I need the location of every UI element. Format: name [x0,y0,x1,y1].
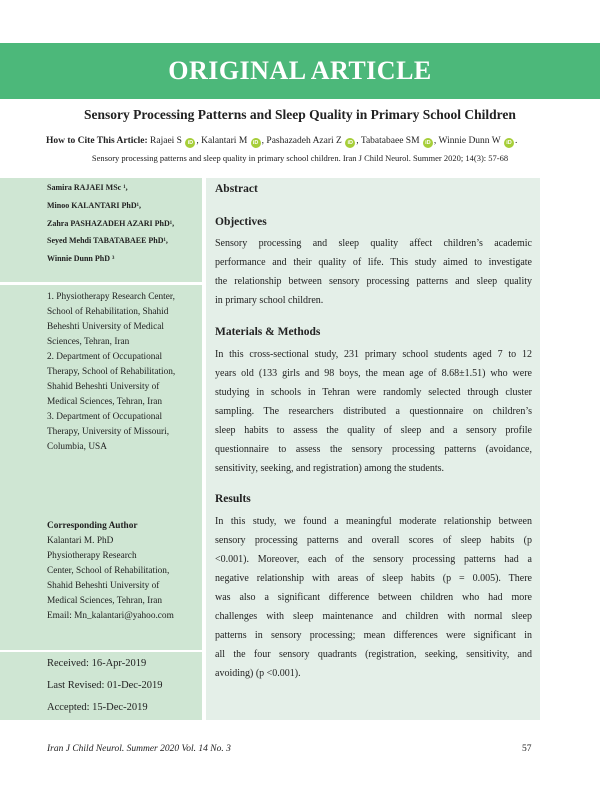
affiliation-line: School of Rehabilitation, Shahid [47,307,169,317]
corresponding-author-line: Center, School of Rehabilitation, [47,566,170,576]
body-text-line: In this study, we found a meaningful moderate relationship between [215,516,532,527]
body-text-line: sensory processing patterns and overall scores of sleep habits (p [215,535,532,546]
affiliation-line: Therapy, University of Missouri, [47,427,170,437]
corresponding-author-email[interactable]: Email: Mn_kalantari@yahoo.com [47,611,174,621]
citation-author: Rajaei S [150,136,182,146]
author-name: Seyed Mehdi TABATABAEE PhD¹, [47,236,168,245]
orcid-icon[interactable]: iD [251,138,261,148]
body-text-line: performance and their quality of life. This study aimed to investigate [215,257,532,268]
body-text-line: questionnaire to assess the sensory processing patterns (avoidance, [215,444,532,455]
citation-author: Kalantari M [201,136,248,146]
affiliation-line: Sciences, Tehran, Iran [47,337,130,347]
citation-author: Tabatabaee SM [360,136,420,146]
body-text-line: the relationship between sensory processing patterns and sleep quality [215,276,532,287]
page-number: 57 [522,744,532,754]
body-text-line: <0.001). Moreover, each of the sensory processing patterns had a [215,554,532,565]
revised-date: Last Revised: 01-Dec-2019 [47,680,163,691]
journal-footer: Iran J Child Neurol. Summer 2020 Vol. 14 No. 3 [47,744,231,754]
article-type-title: ORIGINAL ARTICLE [168,56,432,85]
affiliation-line: Shahid Beheshti University of [47,382,160,392]
section-heading-results: Results [215,493,251,505]
body-text-line: negative relationship with areas of sleep habits (p = 0.005). There [215,573,532,584]
author-name: Minoo KALANTARI PhD¹, [47,201,142,210]
affiliation-line: 1. Physiotherapy Research Center, [47,292,175,302]
body-text-line: challenges with sleep maintenance and children with normal sleep [215,611,532,622]
article-type-banner [0,43,600,99]
affiliation-line: 2. Department of Occupational [47,352,163,362]
affiliation-line: Therapy, School of Rehabilitation, [47,367,176,377]
orcid-icon[interactable]: iD [185,138,195,148]
received-date: Received: 16-Apr-2019 [47,658,147,669]
citation-line: How to Cite This Article: Rajaei S iD , Kalantari M iD , Pashazadeh Azari Z iD , Tabatabaee SM iD , Winnie Dunn W iD . [46,136,518,146]
corresponding-author-line: Shahid Beheshti University of [47,581,160,591]
body-text-line: sleep habits to assess the quality of sleep and a sensory profile [215,425,532,436]
citation-author: Winnie Dunn W [438,136,501,146]
affiliation-line: Columbia, USA [47,442,107,452]
affiliation-line: Medical Sciences, Tehran, Iran [47,397,163,407]
orcid-icon[interactable]: iD [345,138,355,148]
corresponding-author-line: Kalantari M. PhD [47,536,114,546]
body-text-line: years old (133 girls and 98 boys, the mean age of 8.68±1.51) who were [215,368,532,379]
body-text-line: avoiding) (p <0.001). [215,668,301,679]
author-name: Winnie Dunn PhD ³ [47,254,115,263]
body-text-line: In this cross-sectional study, 231 primary school students aged 7 to 12 [215,349,532,360]
body-text-line: sensitivity, seeking, and registration) among the students. [215,463,445,474]
abstract-heading: Abstract [215,183,258,195]
corresponding-author-line: Medical Sciences, Tehran, Iran [47,596,163,606]
corresponding-author-heading: Corresponding Author [47,521,138,531]
citation-label: How to Cite This Article: [46,136,148,146]
body-text-line: studying in schools in Tehran were randomly selected through cluster [215,387,532,398]
body-text-line: sampling. The researchers distributed a questionnaire on children’s [215,406,532,417]
author-list-panel [0,178,202,282]
article-title: Sensory Processing Patterns and Sleep Quality in Primary School Children [84,107,516,122]
citation-author: Pashazadeh Azari Z [266,136,342,146]
corresponding-author-line: Physiotherapy Research [47,551,137,561]
accepted-date: Accepted: 15-Dec-2019 [47,702,148,713]
body-text-line: Sensory processing and sleep quality affect children’s academic [215,238,532,249]
affiliation-line: 3. Department of Occupational [47,412,163,422]
citation-reference: Sensory processing patterns and sleep quality in primary school children. Iran J Child Neurol. Summer 2020; 14(3): 57-68 [91,153,509,163]
body-text-line: patterns in sensory processing; mean differences were significant in [215,630,532,641]
body-text-line: all the four sensory quadrants (registration, seeking, sensitivity, and [215,649,532,660]
affiliation-line: Beheshti University of Medical [47,322,164,332]
section-heading-objectives: Objectives [215,216,267,228]
body-text-line: in primary school children. [215,295,324,306]
orcid-icon[interactable]: iD [423,138,433,148]
author-name: Zahra PASHAZADEH AZARI PhD¹, [47,219,175,228]
orcid-icon[interactable]: iD [504,138,514,148]
body-text-line: was also a significant difference between children who had more [215,592,532,603]
section-heading-methods: Materials & Methods [215,326,321,338]
author-name: Samira RAJAEI MSc ¹, [47,183,128,192]
